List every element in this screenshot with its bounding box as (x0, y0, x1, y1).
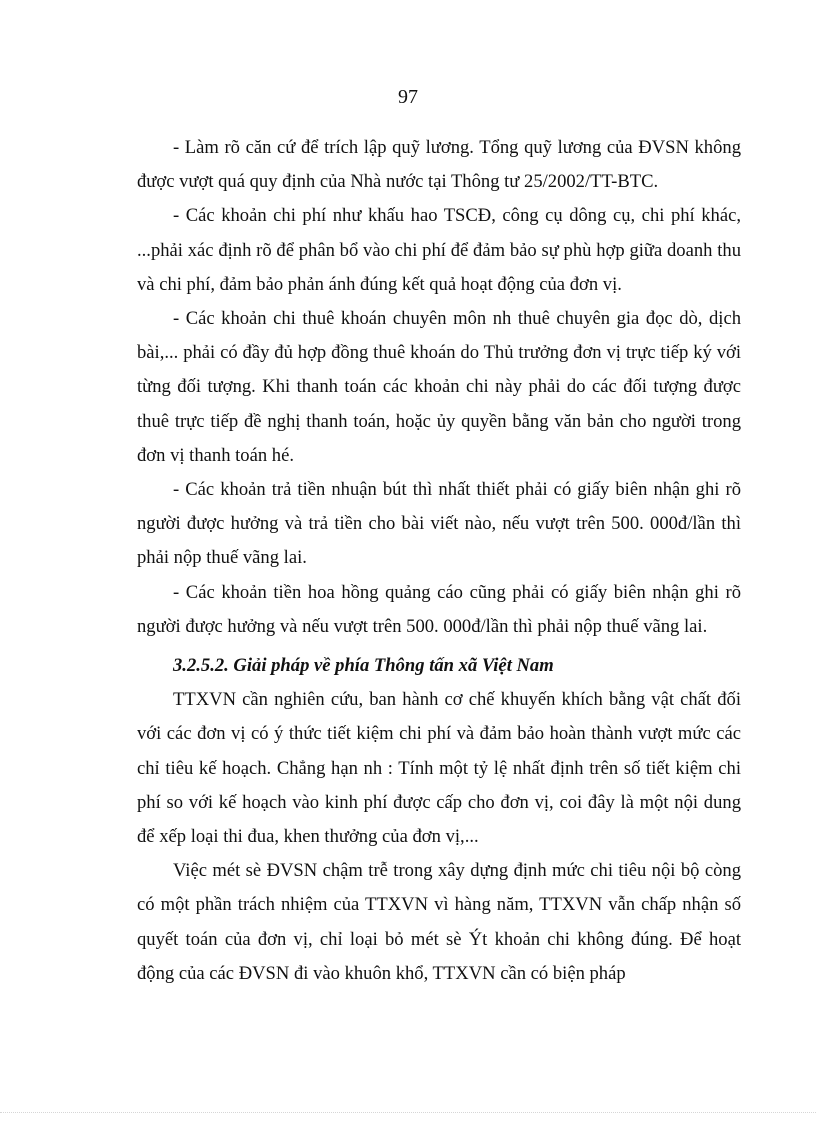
page-number: 97 (398, 86, 418, 108)
paragraph-ttxvn-incentives: TTXVN cần nghiên cứu, ban hành cơ chế khuyến khích bằng vật chất đối với các đơn vị có ý thức tiết kiệm chi phí và đảm bảo hoàn thành vượt mức các chỉ tiêu kế hoạch. Chẳng hạn nh : Tính một tỷ lệ nhất định trên số tiết kiệm chi phí so với kế hoạch vào kinh phí được cấp cho đơn vị, coi đây là một nội dung để xếp loại thi đua, khen thưởng của đơn vị,... (137, 689, 741, 848)
paragraph-advertising-commission: - Các khoản tiền hoa hồng quảng cáo cũng phải có giấy biên nhận ghi rõ người được hưởng và nếu vượt trên 500. 000đ/lần thì phải nộp thuế vãng lai. (137, 581, 741, 637)
paragraph-ttxvn-responsibility: Việc mét sè ĐVSN chậm trễ trong xây dựng định mức chi tiêu nội bộ còng có một phần trách nhiệm của TTXVN vì hàng năm, TTXVN vẫn chấp nhận số quyết toán của đơn vị, chỉ loại bỏ mét sè Ýt khoản chi không đúng. Để hoạt động của các ĐVSN đi vào khuôn khổ, TTXVN cần có biện pháp (137, 860, 741, 984)
paragraph-salary-fund: - Làm rõ căn cứ để trích lập quỹ lương. Tổng quỹ lương của ĐVSN không được vượt quá quy định của Nhà nước tại Thông tư 25/2002/TT-BTC. (137, 137, 741, 193)
page-bottom-divider (0, 1112, 816, 1113)
document-body (137, 131, 741, 991)
paragraph-outsourced-experts: - Các khoản chi thuê khoán chuyên môn nh thuê chuyên gia đọc dò, dịch bài,... phải có đầy đủ hợp đồng thuê khoán do Thủ trưởng đơn vị trực tiếp ký với từng đối tượng. Khi thanh toán các khoản chi này phải do các đối tượng được thuê trực tiếp đề nghị thanh toán, hoặc ủy quyền bằng văn bản cho người trong đơn vị thanh toán hé. (137, 308, 741, 466)
paragraph-depreciation-costs: - Các khoản chi phí như khấu hao TSCĐ, công cụ dông cụ, chi phí khác, ...phải xác định rõ để phân bổ vào chi phí để đảm bảo sự phù hợp giữa doanh thu và chi phí, đảm bảo phản ánh đúng kết quả hoạt động của đơn vị. (137, 205, 741, 295)
paragraph-royalties: - Các khoản trả tiền nhuận bút thì nhất thiết phải có giấy biên nhận ghi rõ người được hưởng và trả tiền cho bài viết nào, nếu vượt trên 500. 000đ/lần thì phải nộp thuế vãng lai. (137, 479, 741, 569)
section-heading: 3.2.5.2. Giải pháp về phía Thông tấn xã Việt Nam (173, 655, 554, 677)
